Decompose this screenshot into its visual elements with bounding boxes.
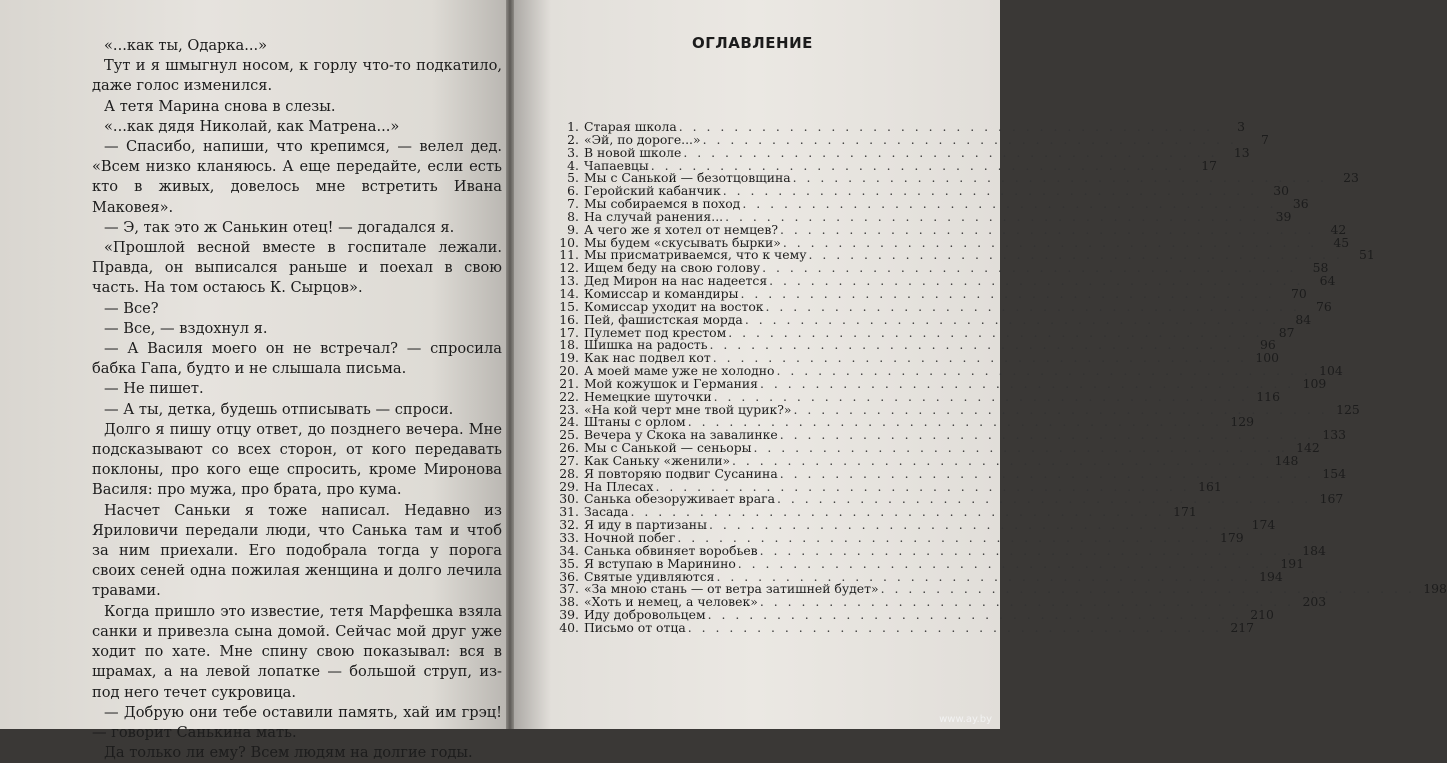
toc-entry-page: 198	[1423, 581, 1447, 597]
toc-entry-title: На случай ранения...	[584, 208, 724, 224]
text-paragraph: Да только ли ему? Всем людям на долгие годы.	[104, 744, 473, 762]
toc-leader-dots: . . . . . . . . . . . . . . . . . . . . . . . . . . . . . . . . . . . . . . .	[713, 388, 1248, 404]
toc-entry-page: 87	[1278, 324, 1295, 340]
text-paragraph: — Все?	[104, 299, 159, 317]
toc-entry-number: 11.	[559, 247, 579, 263]
toc-leader-dots: . . . . . . . . . . . . . . . . . . . . . . . . . . . . . . . . . . . . . . .	[702, 131, 1237, 147]
book-gutter	[506, 0, 514, 729]
toc-leader-dots: . . . . . . . . . . . . . . . . . . . . . . . . . . . . . . . . . . . . . . .	[716, 568, 1251, 584]
toc-leader-dots: . . . . . . . . . . . . . . . . . . . . . . . . . . . . . . . . . . . . . . .	[678, 119, 1214, 134]
toc-entry-page: 39	[1275, 208, 1292, 224]
toc-entry-number: 8.	[567, 208, 579, 224]
toc-entry-title: Санька обезоруживает врага	[584, 491, 775, 507]
toc-leader-dots: . . . . . . . . . . . . . . . . . . . . . . . . . . . . . . . . . . . . . . .	[776, 363, 1311, 379]
toc-entry-page: 45	[1333, 234, 1350, 250]
toc-entry-number: 5.	[567, 170, 579, 186]
toc-entry-number: 40.	[559, 619, 579, 635]
toc-entry-number: 38.	[559, 594, 579, 610]
toc-entry-number: 24.	[559, 414, 579, 430]
toc-entry-number: 3.	[567, 144, 579, 160]
toc-entry-number: 33.	[559, 530, 579, 545]
toc-entry-title: Дед Мирон на нас надеется	[584, 273, 768, 289]
toc-entry-title: А моей маме уже не холодно	[584, 363, 775, 379]
toc-leader-dots: . . . . . . . . . . . . . . . . . . . . . . . . . . . . . . . . . . . . . . .	[808, 247, 1343, 263]
text-paragraph: — А ты, детка, будешь отписывать — спроси.	[104, 400, 454, 418]
toc-entry-number: 34.	[559, 542, 579, 558]
toc-entry-page: 51	[1359, 247, 1375, 263]
toc-entry-title: Засада	[584, 504, 629, 520]
toc-entry-title: Я вступаю в Маринино	[584, 555, 736, 571]
toc-entry-number: 32.	[559, 517, 579, 533]
text-paragraph: — Не пишет.	[104, 380, 204, 398]
toc-entry-title: Штаны с орлом	[584, 414, 686, 430]
toc-leader-dots: . . . . . . . . . . . . . . . . . . . . . . . . . . . . . . . . . . . . . . .	[759, 542, 1294, 558]
toc-entry-number: 26.	[559, 440, 579, 456]
toc-entry-page: 104	[1319, 363, 1343, 379]
toc-entry-title: «Хоть и немец, а человек»	[584, 594, 758, 610]
toc-entry-number: 37.	[559, 581, 579, 597]
toc-entry-number: 14.	[559, 285, 579, 301]
toc-entry-title: Мы будем «скусывать бырки»	[584, 234, 781, 250]
toc-entry-page: 100	[1255, 350, 1279, 366]
toc-leader-dots: . . . . . . . . . . . . . . . . . . . . . . . . . . . . . . . . . . . . . . .	[779, 465, 1314, 481]
toc-entry-title: «Эй, по дороге...»	[584, 131, 701, 147]
text-paragraph: — Добрую они тебе оставили память, хай им грэц! — говорит Санькина мать.	[92, 703, 502, 741]
toc-leader-dots: . . . . . . . . . . . . . . . . . . . . . . . . . . . . . . . . . . . . . . .	[762, 260, 1297, 276]
toc-entry-title: Пей, фашистская морда	[584, 311, 743, 327]
toc-entry-page: 109	[1302, 375, 1327, 391]
toc-entry-number: 28.	[559, 465, 579, 481]
toc-leader-dots: . . . . . . . . . . . . . . . . . . . . . . . . . . . . . . . . . . . . . . .	[709, 337, 1244, 353]
toc-leader-dots: . . . . . . . . . . . . . . . . . . . . . . . . . . . . . . . . . . . . . . .	[712, 350, 1247, 366]
toc-leader-dots: . . . . . . . . . . . . . . . . . . . . . . . . . . . . . . . . . . . . . . .	[740, 285, 1275, 301]
toc-entry-page: 217	[1230, 619, 1254, 635]
toc-leader-dots: . . . . . . . . . . . . . . . . . . . . . . . . . . . . . . . . . . . . . . .	[630, 504, 1165, 520]
left-page-text	[92, 36, 502, 763]
toc-entry-title: Мы присматриваемся, что к чему	[584, 247, 807, 263]
toc-entry-page: 76	[1316, 298, 1332, 314]
toc-entry-page: 7	[1260, 131, 1269, 147]
toc-entry-title: Как Саньку «женили»	[584, 452, 731, 468]
toc-entry-title: Мы с Санькой — безотцовщина	[584, 170, 791, 186]
table-of-contents	[558, 119, 1447, 635]
toc-leader-dots: . . . . . . . . . . . . . . . . . . . . . . . . . . . . . . . . . . . . . . .	[650, 157, 1186, 173]
toc-entry-page: 116	[1256, 388, 1280, 404]
toc-leader-dots: . . . . . . . . . . . . . . . . . . . . . . . . . . . . . . . . . . . . . . .	[655, 478, 1190, 494]
toc-entry-number: 7.	[567, 196, 579, 212]
toc-entry-page: 23	[1343, 170, 1359, 186]
toc-entry-number: 23.	[559, 401, 579, 417]
toc-entry-number: 18.	[559, 337, 579, 353]
toc-entry-title: Мой кожушок и Германия	[584, 375, 758, 391]
text-paragraph: — А Василя моего он не встречал? — спросила бабка Гапа, будто и не слышала письма.	[92, 340, 502, 378]
toc-entry-title: «На кой черт мне твой цурик?»	[584, 401, 792, 417]
toc-entry-number: 16.	[559, 311, 579, 327]
toc-entry-title: Вечера у Скока на завалинке	[584, 427, 778, 443]
toc-entry-number: 15.	[559, 298, 579, 314]
text-paragraph: «Прошлой весной вместе в госпитале лежали. Правда, он выписался раньше и поехал в свою часть. На том остаюсь К. Сырцов».	[92, 239, 502, 297]
toc-entry-page: 17	[1201, 157, 1218, 173]
watermark: www.ay.by	[939, 714, 992, 725]
toc-entry-number: 39.	[559, 607, 579, 623]
toc-entry-page: 96	[1260, 337, 1276, 353]
toc-leader-dots: . . . . . . . . . . . . . . . . . . . . . . . . . . . . . . . . . . . . . . .	[744, 311, 1280, 327]
toc-entry-page: 125	[1336, 401, 1360, 417]
toc-leader-dots: . . . . . . . . . . . . . . . . . . . . . . . . . . . . . . . . . . . . . . .	[793, 401, 1328, 417]
toc-leader-dots: . . . . . . . . . . . . . . . . . . . . . . . . . . . . . . . . . . . . . . .	[722, 183, 1258, 199]
toc-entry-number: 20.	[559, 363, 579, 379]
toc-entry-title: Я иду в партизаны	[584, 517, 707, 533]
toc-entry-title: Пулемет под крестом	[584, 324, 727, 340]
toc-entry-title: Письмо от отца	[584, 619, 686, 635]
toc-entry-page: 154	[1322, 465, 1346, 481]
toc-entry-title: Немецкие шуточки	[584, 388, 712, 404]
toc-entry-title: Святые удивляются	[584, 568, 715, 584]
toc-entry-title: Шишка на радость	[584, 337, 708, 353]
toc-entry-title: А чего же я хотел от немцев?	[584, 221, 779, 237]
toc-entry-page: 13	[1233, 144, 1250, 160]
text-paragraph: — Спасибо, напиши, что крепимся, — велел дед. «Всем низко кланяюсь. А еще передайте, если есть кто в живых, довелось мне встретить Ивана Маковея».	[92, 138, 502, 216]
toc-entry-title: В новой школе	[584, 144, 682, 160]
toc-entry-number: 12.	[559, 260, 579, 276]
toc-entry-number: 10.	[559, 234, 579, 250]
toc-entry-title: Как нас подвел кот	[584, 350, 711, 366]
toc-entry-number: 21.	[559, 375, 579, 391]
toc-leader-dots: . . . . . . . . . . . . . . . . . . . . . . . . . . . . . . . . . . . . . . .	[776, 491, 1312, 507]
toc-entry-number: 1.	[567, 119, 579, 134]
toc-entry-title: Мы с Санькой — сеньоры	[584, 440, 752, 456]
toc-entry-title: Я повторяю подвиг Сусанина	[584, 465, 778, 481]
toc-entry-page: 184	[1302, 542, 1326, 558]
toc-leader-dots: . . . . . . . . . . . . . . . . . . . . . . . . . . . . . . . . . . . . . . .	[687, 619, 1222, 635]
toc-entry-title: Старая школа	[584, 119, 677, 134]
toc-leader-dots: . . . . . . . . . . . . . . . . . . . . . . . . . . . . . . . . . . . . . . .	[737, 555, 1273, 571]
toc-entry-number: 19.	[559, 350, 579, 366]
toc-entry	[558, 619, 1254, 635]
toc-entry-page: 174	[1251, 517, 1276, 533]
toc-entry-page: 194	[1259, 568, 1283, 584]
toc-entry-page: 148	[1274, 452, 1299, 468]
toc-entry-page: 161	[1198, 478, 1222, 494]
toc-entry-number: 17.	[559, 324, 579, 340]
toc-entry-number: 25.	[559, 427, 579, 443]
toc-entry-page: 58	[1312, 260, 1329, 276]
toc-leader-dots: . . . . . . . . . . . . . . . . . . . . . . . . . . . . . . . . . . . . . . .	[779, 427, 1315, 443]
toc-entry-page: 84	[1295, 311, 1312, 327]
toc-entry-number: 13.	[559, 273, 579, 289]
text-paragraph: — Все, — вздохнул я.	[104, 319, 268, 337]
text-paragraph: А тетя Марина снова в слезы.	[104, 97, 336, 115]
text-paragraph: Долго я пишу отцу ответ, до позднего вечера. Мне подсказывают со всех сторон, от кого передавать поклоны, про кого еще спросить, кроме Миронова Василя: про мужа, про брата, про кума.	[92, 420, 502, 499]
text-paragraph: «...как ты, Одарка...»	[104, 37, 268, 54]
toc-leader-dots: . . . . . . . . . . . . . . . . . . . . . . . . . . . . . . . . . . . . . . .	[759, 594, 1295, 610]
toc-entry-page: 179	[1220, 530, 1244, 545]
toc-entry-title: Иду добровольцем	[584, 607, 706, 623]
toc-entry-title: Ищем беду на свою голову	[584, 260, 761, 276]
toc-entry-title: Санька обвиняет воробьев	[584, 542, 758, 558]
toc-leader-dots: . . . . . . . . . . . . . . . . . . . . . . . . . . . . . . . . . . . . . . .	[769, 273, 1304, 289]
text-paragraph: — Э, так это ж Санькин отец! — догадался я.	[104, 218, 455, 236]
toc-entry-page: 191	[1280, 555, 1305, 571]
toc-entry-number: 27.	[559, 452, 579, 468]
text-paragraph: Когда пришло это известие, тетя Марфешка взяла санки и привезла сына домой. Сейчас мой друг уже ходит по хате. Мне спину свою показывал: вся в шрамах, а на левой лопатке — большой струп, из-под него течет сукровица.	[92, 602, 502, 701]
toc-entry-number: 31.	[559, 504, 579, 520]
toc-entry-number: 35.	[559, 555, 579, 571]
toc-entry-page: 171	[1173, 504, 1197, 520]
toc-leader-dots: . . . . . . . . . . . . . . . . . . . . . . . . . . . . . . . . . . . . . . .	[759, 375, 1295, 391]
toc-leader-dots: . . . . . . . . . . . . . . . . . . . . . . . . . . . . . . . . . . . . . . .	[765, 298, 1300, 314]
toc-leader-dots: . . . . . . . . . . . . . . . . . . . . . . . . . . . . . . . . . . . . . . .	[753, 440, 1288, 456]
toc-entry-title: Геройский кабанчик	[584, 183, 721, 199]
toc-entry-page: 36	[1292, 196, 1309, 212]
toc-entry-title: «За мною стань — от ветра затишней будет»	[584, 581, 879, 597]
toc-entry-number: 6.	[567, 183, 579, 199]
toc-leader-dots: . . . . . . . . . . . . . . . . . . . . . . . . . . . . . . . . . . . . . . .	[780, 221, 1315, 237]
toc-entry-title: Комиссар уходит на восток	[584, 298, 764, 314]
text-paragraph: Тут и я шмыгнул носом, к горлу что-то подкатило, даже голос изменился.	[92, 57, 502, 95]
toc-entry-title: Комиссар и командиры	[584, 285, 739, 301]
toc-leader-dots: . . . . . . . . . . . . . . . . . . . . . . . . . . . . . . . . . . . . . . .	[782, 234, 1318, 250]
toc-entry-number: 2.	[567, 131, 579, 147]
toc-heading: ОГЛАВЛЕНИЕ	[692, 34, 813, 52]
toc-leader-dots: . . . . . . . . . . . . . . . . . . . . . . . . . . . . . . . . . . . . . . .	[707, 607, 1242, 623]
toc-entry-page: 70	[1290, 285, 1307, 301]
toc-leader-dots: . . . . . . . . . . . . . . . . . . . . . . . . . . . . . . . . . . . . . . .	[687, 414, 1222, 430]
toc-leader-dots: . . . . . . . . . . . . . . . . . . . . . . . . . . . . . . . . . . . . . . .	[742, 196, 1277, 212]
toc-entry-page: 64	[1319, 273, 1336, 289]
toc-entry-number: 36.	[559, 568, 579, 584]
toc-entry-page: 133	[1322, 427, 1347, 443]
toc-leader-dots: . . . . . . . . . . . . . . . . . . . . . . . . . . . . . . . . . . . . . . .	[732, 452, 1267, 468]
toc-entry-page: 42	[1330, 221, 1347, 237]
toc-leader-dots: . . . . . . . . . . . . . . . . . . . . . . . . . . . . . . . . . . . . . . .	[725, 208, 1260, 224]
toc-leader-dots: . . . . . . . . . . . . . . . . . . . . . . . . . . . . . . . . . . . . . . .	[792, 170, 1327, 186]
toc-leader-dots: . . . . . . . . . . . . . . . . . . . . . . . . . . . . . . . . . . . . . . .	[728, 324, 1263, 340]
toc-entry-page: 210	[1250, 607, 1274, 623]
toc-leader-dots: . . . . . . . . . . . . . . . . . . . . . . . . . . . . . . . . . . . . . . .	[708, 517, 1244, 533]
text-paragraph: «...как дядя Николай, как Матрена...»	[104, 117, 400, 135]
toc-leader-dots: . . . . . . . . . . . . . . . . . . . . . . . . . . . . . . . . . . . . . . .	[880, 581, 1415, 597]
toc-entry-page: 129	[1230, 414, 1254, 430]
toc-leader-dots: . . . . . . . . . . . . . . . . . . . . . . . . . . . . . . . . . . . . . . .	[683, 144, 1218, 160]
toc-entry-title: На Плесах	[584, 478, 654, 494]
toc-entry-number: 9.	[567, 221, 579, 237]
toc-entry-page: 167	[1319, 491, 1344, 507]
toc-entry-title: Чапаевцы	[584, 157, 649, 173]
toc-entry-title: Мы собираемся в поход	[584, 196, 741, 212]
toc-entry-title: Ночной побег	[584, 530, 676, 545]
toc-entry-number: 30.	[559, 491, 579, 507]
toc-entry-page: 142	[1296, 440, 1320, 456]
toc-entry-number: 29.	[559, 478, 579, 494]
toc-entry-page: 203	[1302, 594, 1327, 610]
toc-entry-number: 4.	[567, 157, 579, 173]
toc-entry-page: 3	[1237, 119, 1246, 134]
toc-entry-number: 22.	[559, 388, 579, 404]
text-paragraph: Насчет Саньки я тоже написал. Недавно из Яриловичи передали люди, что Санька там и чтоб за ним приехали. Его подобрала тогда у порога своих сеней одна пожилая женщина и долго лечила травами.	[92, 501, 502, 600]
toc-leader-dots: . . . . . . . . . . . . . . . . . . . . . . . . . . . . . . . . . . . . . . .	[677, 530, 1212, 545]
toc-entry-page: 30	[1273, 183, 1290, 199]
